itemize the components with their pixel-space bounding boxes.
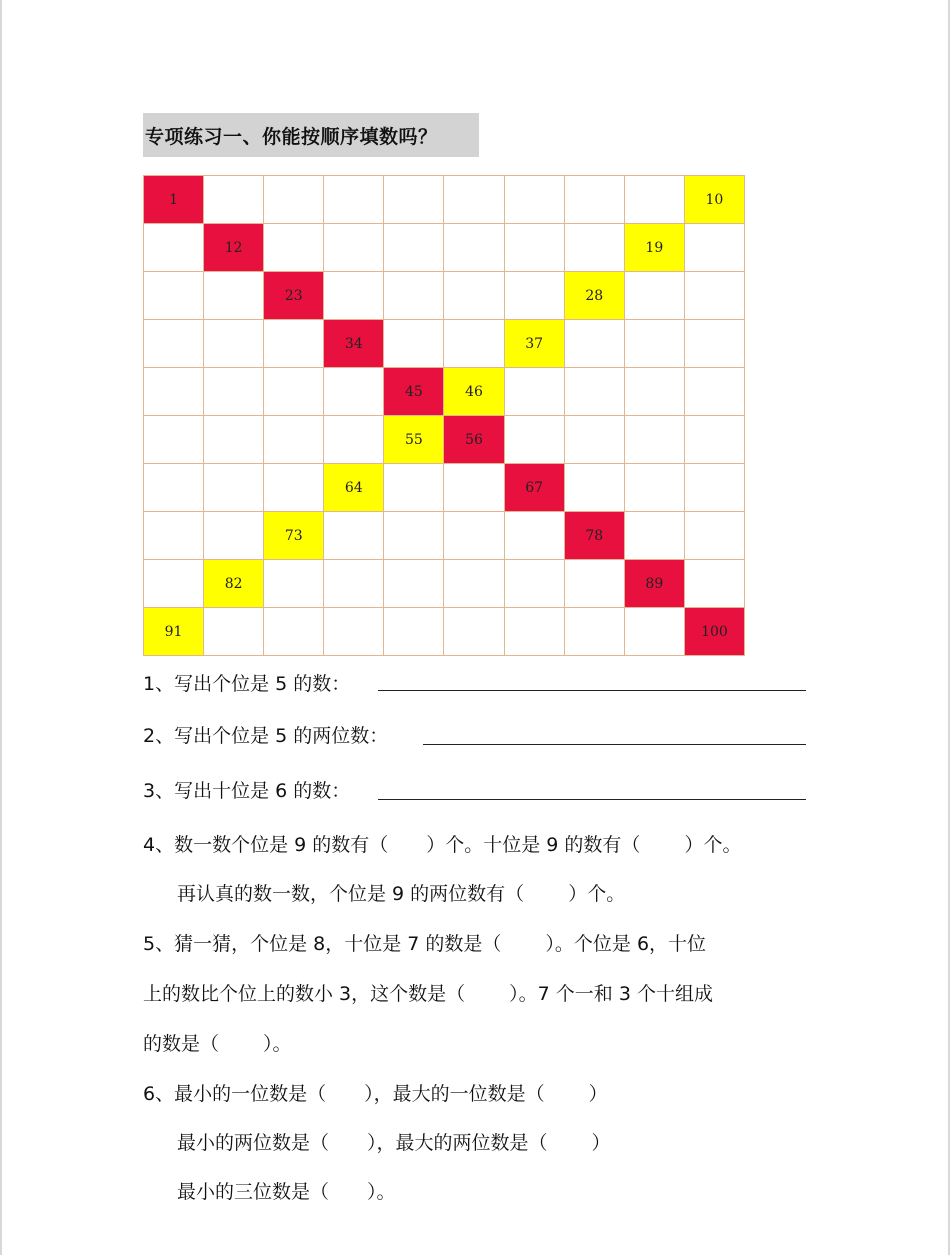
grid-cell-filled: 89 [625, 560, 685, 608]
grid-cell-empty[interactable] [324, 560, 384, 608]
grid-cell-empty[interactable] [444, 512, 504, 560]
grid-cell-empty[interactable] [625, 608, 685, 656]
question-5-line-2: 上的数比个位上的数小 3，这个数是（ ）。7 个一和 3 个十组成 [143, 983, 713, 1005]
question-2: 2、写出个位是 5 的两位数： [143, 725, 389, 747]
grid-cell-empty[interactable] [625, 272, 685, 320]
grid-cell-empty[interactable] [264, 224, 324, 272]
grid-cell-empty[interactable] [505, 560, 565, 608]
grid-cell-empty[interactable] [625, 368, 685, 416]
grid-cell-empty[interactable] [264, 368, 324, 416]
grid-cell-empty[interactable] [685, 224, 745, 272]
grid-cell-empty[interactable] [625, 416, 685, 464]
grid-cell-filled: 55 [384, 416, 444, 464]
grid-cell-empty[interactable] [384, 272, 444, 320]
grid-cell-filled: 56 [444, 416, 504, 464]
grid-cell-empty[interactable] [144, 416, 204, 464]
question-1: 1、写出个位是 5 的数： [143, 673, 351, 695]
grid-cell-empty[interactable] [685, 416, 745, 464]
grid-cell-empty[interactable] [625, 320, 685, 368]
grid-cell-filled: 64 [324, 464, 384, 512]
grid-cell-empty[interactable] [384, 464, 444, 512]
grid-cell-empty[interactable] [204, 176, 264, 224]
grid-cell-empty[interactable] [565, 560, 625, 608]
grid-cell-empty[interactable] [685, 272, 745, 320]
grid-cell-empty[interactable] [384, 512, 444, 560]
answer-line-3[interactable] [378, 799, 806, 800]
question-4-line-2: 再认真的数一数，个位是 9 的两位数有（ ）个。 [177, 883, 626, 905]
grid-cell-empty[interactable] [144, 320, 204, 368]
question-6-line-1: 6、最小的一位数是（ ），最大的一位数是（ ） [143, 1083, 608, 1105]
grid-cell-empty[interactable] [144, 560, 204, 608]
grid-cell-empty[interactable] [204, 464, 264, 512]
grid-cell-empty[interactable] [505, 272, 565, 320]
grid-cell-empty[interactable] [144, 464, 204, 512]
grid-cell-empty[interactable] [444, 224, 504, 272]
grid-cell-filled: 34 [324, 320, 384, 368]
grid-cell-empty[interactable] [505, 608, 565, 656]
question-5-line-1: 5、猜一猜，个位是 8，十位是 7 的数是（ ）。个位是 6，十位 [143, 933, 707, 955]
grid-cell-empty[interactable] [505, 224, 565, 272]
grid-cell-empty[interactable] [144, 272, 204, 320]
grid-cell-empty[interactable] [144, 224, 204, 272]
grid-cell-empty[interactable] [444, 560, 504, 608]
grid-cell-empty[interactable] [324, 608, 384, 656]
grid-cell-empty[interactable] [625, 512, 685, 560]
grid-cell-filled: 73 [264, 512, 324, 560]
answer-line-2[interactable] [423, 744, 806, 745]
grid-cell-filled: 91 [144, 608, 204, 656]
grid-cell-empty[interactable] [505, 416, 565, 464]
answer-line-1[interactable] [378, 690, 806, 691]
grid-cell-empty[interactable] [144, 368, 204, 416]
grid-cell-empty[interactable] [384, 320, 444, 368]
grid-cell-empty[interactable] [264, 176, 324, 224]
grid-cell-filled: 100 [685, 608, 745, 656]
grid-cell-filled: 10 [685, 176, 745, 224]
grid-cell-empty[interactable] [204, 416, 264, 464]
grid-cell-filled: 19 [625, 224, 685, 272]
hundred-chart-grid [143, 175, 745, 656]
grid-cell-empty[interactable] [565, 464, 625, 512]
grid-cell-empty[interactable] [505, 512, 565, 560]
question-6-line-3: 最小的三位数是（ ）。 [177, 1181, 396, 1203]
grid-cell-empty[interactable] [685, 368, 745, 416]
grid-cell-empty[interactable] [204, 272, 264, 320]
grid-cell-empty[interactable] [264, 608, 324, 656]
grid-cell-empty[interactable] [625, 176, 685, 224]
grid-cell-empty[interactable] [565, 416, 625, 464]
grid-cell-empty[interactable] [204, 512, 264, 560]
grid-cell-filled: 45 [384, 368, 444, 416]
grid-cell-empty[interactable] [444, 320, 504, 368]
grid-cell-empty[interactable] [505, 368, 565, 416]
question-3: 3、写出十位是 6 的数： [143, 780, 351, 802]
grid-cell-empty[interactable] [324, 368, 384, 416]
grid-cell-empty[interactable] [324, 272, 384, 320]
grid-cell-empty[interactable] [264, 416, 324, 464]
grid-cell-empty[interactable] [204, 320, 264, 368]
grid-cell-empty[interactable] [685, 320, 745, 368]
grid-cell-filled: 78 [565, 512, 625, 560]
page-left-edge [0, 0, 2, 1255]
grid-cell-empty[interactable] [565, 368, 625, 416]
grid-cell-empty[interactable] [324, 512, 384, 560]
grid-cell-empty[interactable] [144, 512, 204, 560]
grid-cell-filled: 28 [565, 272, 625, 320]
grid-cell-filled: 37 [505, 320, 565, 368]
worksheet-title: 专项练习一、你能按顺序填数吗？ [143, 113, 479, 157]
grid-cell-empty[interactable] [565, 224, 625, 272]
grid-cell-filled: 23 [264, 272, 324, 320]
grid-cell-empty[interactable] [384, 224, 444, 272]
grid-cell-empty[interactable] [264, 320, 324, 368]
grid-cell-empty[interactable] [625, 464, 685, 512]
grid-cell-empty[interactable] [264, 464, 324, 512]
grid-cell-empty[interactable] [384, 176, 444, 224]
grid-cell-empty[interactable] [444, 464, 504, 512]
grid-cell-filled: 67 [505, 464, 565, 512]
grid-cell-empty[interactable] [264, 560, 324, 608]
question-6-line-2: 最小的两位数是（ ），最大的两位数是（ ） [177, 1132, 611, 1154]
grid-cell-filled: 12 [204, 224, 264, 272]
grid-cell-empty[interactable] [444, 176, 504, 224]
grid-cell-empty[interactable] [444, 272, 504, 320]
grid-cell-filled: 1 [144, 176, 204, 224]
grid-cell-filled: 46 [444, 368, 504, 416]
grid-cell-empty[interactable] [384, 560, 444, 608]
question-4-line-1: 4、数一数个位是 9 的数有（ ）个。十位是 9 的数有（ ）个。 [143, 834, 742, 856]
grid-cell-empty[interactable] [565, 176, 625, 224]
grid-cell-empty[interactable] [685, 464, 745, 512]
grid-cell-empty[interactable] [565, 320, 625, 368]
grid-cell-empty[interactable] [324, 176, 384, 224]
grid-cell-empty[interactable] [505, 176, 565, 224]
grid-cell-empty[interactable] [565, 608, 625, 656]
grid-cell-empty[interactable] [324, 416, 384, 464]
grid-cell-filled: 82 [204, 560, 264, 608]
grid-cell-empty[interactable] [324, 224, 384, 272]
grid-cell-empty[interactable] [204, 368, 264, 416]
grid-cell-empty[interactable] [685, 512, 745, 560]
grid-cell-empty[interactable] [384, 608, 444, 656]
grid-cell-empty[interactable] [444, 608, 504, 656]
grid-cell-empty[interactable] [204, 608, 264, 656]
question-5-line-3: 的数是（ ）。 [143, 1033, 292, 1055]
grid-cell-empty[interactable] [685, 560, 745, 608]
